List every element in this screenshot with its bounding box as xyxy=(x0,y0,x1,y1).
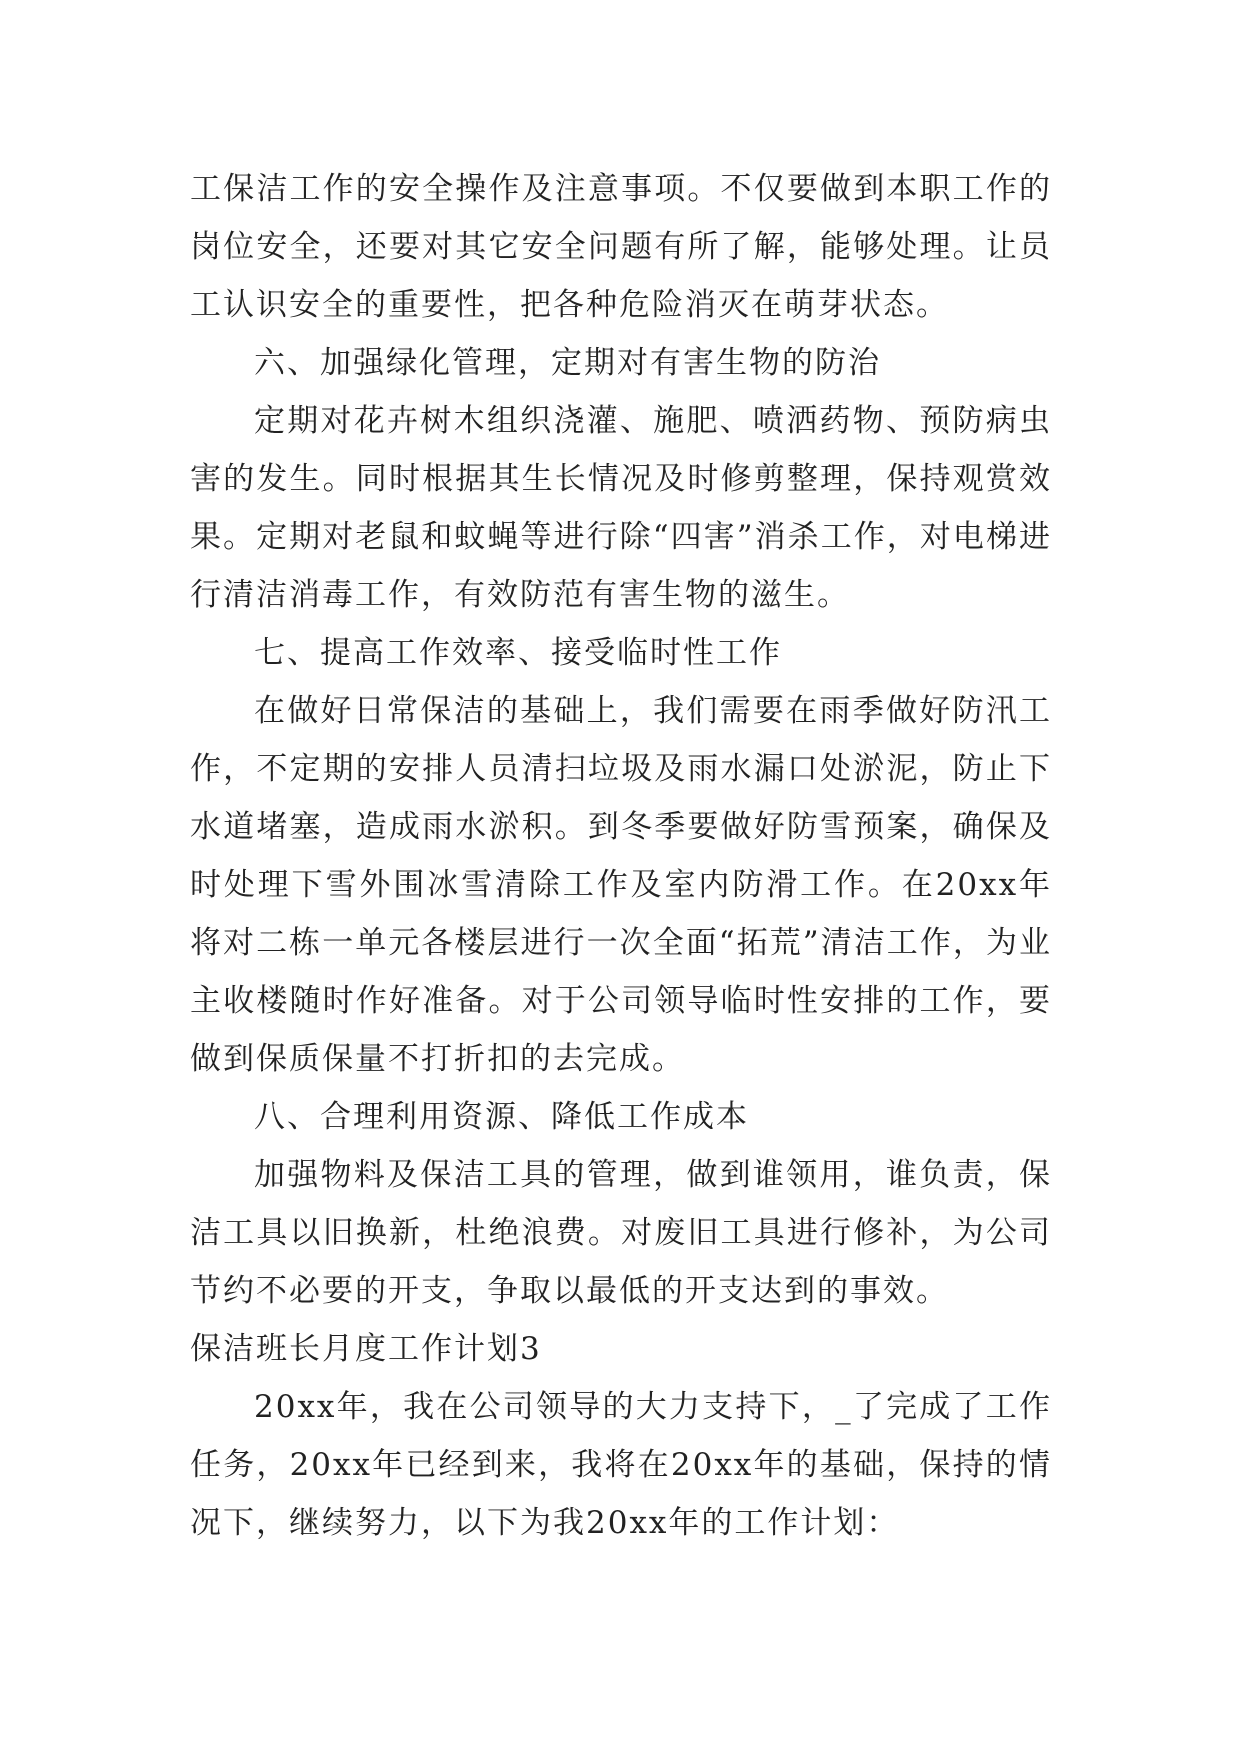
document-subtitle: 保洁班长月度工作计划3 xyxy=(190,1331,542,1367)
paragraph-greening: 定期对花卉树木组织浇灌、施肥、喷洒药物、预防病虫害的发生。同时根据其生长情况及时修剪整理，保持观赏效果。定期对老鼠和蚊蝇等进行除“四害”消杀工作，对电梯进行清洁消毒工作，有效防范有害生物的滋生。 xyxy=(190,403,1052,613)
section-heading-greening: 六、加强绿化管理，定期对有害生物的防治 xyxy=(254,345,881,381)
paragraph-intro-plan: 20xx年，我在公司领导的大力支持下，_了完成了工作任务，20xx年已经到来，我将在20xx年的基础，保持的情况下，继续努力，以下为我20xx年的工作计划： xyxy=(190,1389,1052,1541)
paragraph-efficiency: 在做好日常保洁的基础上，我们需要在雨季做好防汛工作，不定期的安排人员清扫垃圾及雨水漏口处淤泥，防止下水道堵塞，造成雨水淤积。到冬季要做好防雪预案，确保及时处理下雪外围冰雪清除工作及室内防滑工作。在20xx年将对二栋一单元各楼层进行一次全面“拓荒”清洁工作，为业主收楼随时作好准备。对于公司领导临时性安排的工作，要做到保质保量不打折扣的去完成。 xyxy=(190,693,1052,1077)
paragraph-resources: 加强物料及保洁工具的管理，做到谁领用，谁负责，保洁工具以旧换新，杜绝浪费。对废旧工具进行修补，为公司节约不必要的开支，争取以最低的开支达到的事效。 xyxy=(190,1157,1052,1309)
document-body xyxy=(190,160,1052,1552)
section-heading-efficiency: 七、提高工作效率、接受临时性工作 xyxy=(254,635,782,671)
paragraph-safety-continued: 工保洁工作的安全操作及注意事项。不仅要做到本职工作的岗位安全，还要对其它安全问题有所了解，能够处理。让员工认识安全的重要性，把各种危险消灭在萌芽状态。 xyxy=(190,171,1052,323)
section-heading-resources: 八、合理利用资源、降低工作成本 xyxy=(254,1099,749,1135)
